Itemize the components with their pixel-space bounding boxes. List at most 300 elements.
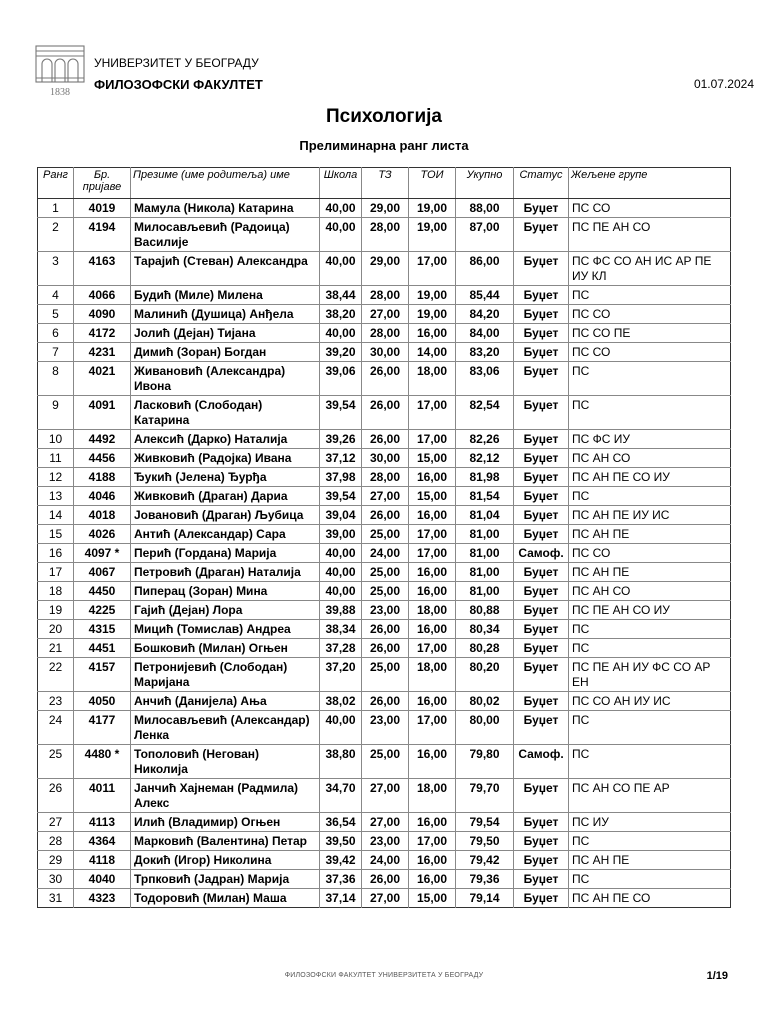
cell-application-number: 4451: [74, 639, 131, 658]
cell-status: Буџет: [514, 620, 569, 639]
cell-status: Буџет: [514, 324, 569, 343]
cell-school: 38,02: [320, 692, 362, 711]
cell-rank: 12: [38, 468, 74, 487]
table-row: [38, 639, 731, 658]
cell-status: Буџет: [514, 199, 569, 218]
cell-toi: 16,00: [409, 582, 456, 601]
cell-toi: 18,00: [409, 601, 456, 620]
cell-application-number: 4492: [74, 430, 131, 449]
cell-tz: 26,00: [362, 396, 409, 430]
cell-toi: 19,00: [409, 286, 456, 305]
cell-name: Јолић (Дејан) Тијана: [131, 324, 320, 343]
cell-status: Буџет: [514, 851, 569, 870]
cell-toi: 17,00: [409, 396, 456, 430]
cell-total: 80,02: [456, 692, 514, 711]
cell-application-number: 4157: [74, 658, 131, 692]
table-row: [38, 252, 731, 286]
cell-toi: 17,00: [409, 430, 456, 449]
cell-toi: 18,00: [409, 658, 456, 692]
cell-status: Буџет: [514, 430, 569, 449]
cell-rank: 24: [38, 711, 74, 745]
cell-tz: 29,00: [362, 252, 409, 286]
cell-total: 82,12: [456, 449, 514, 468]
cell-application-number: 4046: [74, 487, 131, 506]
cell-application-number: 4177: [74, 711, 131, 745]
cell-groups: ПС АН ПЕ СО: [569, 889, 731, 908]
cell-total: 79,50: [456, 832, 514, 851]
cell-name: Мицић (Томислав) Андреа: [131, 620, 320, 639]
cell-name: Гајић (Дејан) Лора: [131, 601, 320, 620]
cell-groups: ПС: [569, 362, 731, 396]
cell-groups: ПС ФС СО АН ИС АР ПЕ ИУ КЛ: [569, 252, 731, 286]
table-row: [38, 525, 731, 544]
table-row: [38, 430, 731, 449]
cell-status: Буџет: [514, 779, 569, 813]
cell-status: Буџет: [514, 506, 569, 525]
cell-total: 80,00: [456, 711, 514, 745]
cell-status: Буџет: [514, 343, 569, 362]
cell-groups: ПС АН СО: [569, 582, 731, 601]
table-row: [38, 343, 731, 362]
cell-tz: 29,00: [362, 199, 409, 218]
table-row: [38, 779, 731, 813]
cell-toi: 16,00: [409, 506, 456, 525]
cell-name: Ђукић (Јелена) Ђурђа: [131, 468, 320, 487]
cell-tz: 30,00: [362, 449, 409, 468]
cell-status: Буџет: [514, 832, 569, 851]
cell-status: Буџет: [514, 362, 569, 396]
cell-tz: 26,00: [362, 639, 409, 658]
cell-status: Буџет: [514, 870, 569, 889]
cell-groups: ПС: [569, 286, 731, 305]
cell-name: Илић (Владимир) Огњен: [131, 813, 320, 832]
cell-name: Живановић (Александра) Ивона: [131, 362, 320, 396]
cell-application-number: 4097 *: [74, 544, 131, 563]
table-row: [38, 620, 731, 639]
table-row: [38, 658, 731, 692]
col-header-application-line2: пријаве: [82, 181, 122, 193]
cell-school: 39,00: [320, 525, 362, 544]
cell-school: 37,20: [320, 658, 362, 692]
col-header-total: Укупно: [456, 168, 514, 199]
cell-school: 38,34: [320, 620, 362, 639]
cell-groups: ПС ФС ИУ: [569, 430, 731, 449]
cell-name: Тополовић (Негован) Николија: [131, 745, 320, 779]
cell-groups: ПС АН ПЕ СО ИУ: [569, 468, 731, 487]
cell-toi: 16,00: [409, 468, 456, 487]
cell-name: Антић (Александар) Сара: [131, 525, 320, 544]
cell-school: 37,12: [320, 449, 362, 468]
cell-toi: 18,00: [409, 362, 456, 396]
cell-toi: 17,00: [409, 525, 456, 544]
cell-toi: 17,00: [409, 544, 456, 563]
table-row: [38, 745, 731, 779]
cell-application-number: 4019: [74, 199, 131, 218]
cell-rank: 26: [38, 779, 74, 813]
cell-toi: 17,00: [409, 832, 456, 851]
cell-name: Марковић (Валентина) Петар: [131, 832, 320, 851]
table-row: [38, 813, 731, 832]
cell-application-number: 4315: [74, 620, 131, 639]
university-logo-icon: [34, 42, 86, 98]
cell-application-number: 4118: [74, 851, 131, 870]
cell-school: 40,00: [320, 563, 362, 582]
cell-status: Буџет: [514, 487, 569, 506]
footer-text: ФИЛОЗОФСКИ ФАКУЛТЕТ УНИВЕРЗИТЕТА У БЕОГРАДУ: [284, 972, 484, 979]
table-row: [38, 563, 731, 582]
table-row: [38, 582, 731, 601]
cell-total: 79,80: [456, 745, 514, 779]
cell-total: 81,54: [456, 487, 514, 506]
cell-groups: ПС АН ПЕ: [569, 563, 731, 582]
cell-name: Петронијевић (Слободан) Маријана: [131, 658, 320, 692]
col-header-rank: Ранг: [38, 168, 74, 199]
cell-toi: 18,00: [409, 779, 456, 813]
cell-groups: ПС ПЕ АН ИУ ФС СО АР ЕН: [569, 658, 731, 692]
cell-tz: 30,00: [362, 343, 409, 362]
cell-total: 83,06: [456, 362, 514, 396]
col-header-application: [74, 168, 131, 199]
col-header-school: Школа: [320, 168, 362, 199]
cell-name: Бошковић (Милан) Огњен: [131, 639, 320, 658]
cell-name: Тарајић (Стеван) Александра: [131, 252, 320, 286]
cell-tz: 27,00: [362, 305, 409, 324]
cell-application-number: 4225: [74, 601, 131, 620]
table-row: [38, 692, 731, 711]
cell-school: 37,98: [320, 468, 362, 487]
cell-toi: 16,00: [409, 813, 456, 832]
cell-status: Буџет: [514, 582, 569, 601]
cell-tz: 28,00: [362, 468, 409, 487]
table-row: [38, 506, 731, 525]
cell-rank: 27: [38, 813, 74, 832]
university-name: УНИВЕРЗИТЕТ У БЕОГРАДУ: [94, 56, 259, 70]
cell-school: 39,04: [320, 506, 362, 525]
ranking-table: [37, 167, 731, 908]
cell-status: Буџет: [514, 658, 569, 692]
faculty-name: ФИЛОЗОФСКИ ФАКУЛТЕТ: [94, 77, 263, 92]
cell-rank: 29: [38, 851, 74, 870]
col-header-name: Презиме (име родитеља) име: [131, 168, 320, 199]
cell-groups: ПС СО: [569, 199, 731, 218]
cell-name: Јанчић Хајнеман (Радмила) Алекс: [131, 779, 320, 813]
cell-rank: 17: [38, 563, 74, 582]
cell-school: 40,00: [320, 544, 362, 563]
cell-tz: 25,00: [362, 658, 409, 692]
cell-tz: 27,00: [362, 889, 409, 908]
col-header-application-line1: Бр.: [93, 169, 111, 181]
table-row: [38, 832, 731, 851]
cell-tz: 26,00: [362, 620, 409, 639]
cell-total: 79,70: [456, 779, 514, 813]
cell-total: 82,54: [456, 396, 514, 430]
cell-application-number: 4456: [74, 449, 131, 468]
cell-school: 40,00: [320, 252, 362, 286]
cell-name: Перић (Гордана) Марија: [131, 544, 320, 563]
cell-rank: 1: [52, 201, 59, 215]
cell-tz: 23,00: [362, 832, 409, 851]
cell-rank: 6: [38, 324, 74, 343]
cell-tz: 23,00: [362, 601, 409, 620]
cell-tz: 25,00: [362, 745, 409, 779]
cell-status: Буџет: [514, 449, 569, 468]
cell-name: Докић (Игор) Николина: [131, 851, 320, 870]
cell-school: 39,26: [320, 430, 362, 449]
cell-toi: 16,00: [409, 745, 456, 779]
cell-application-number: 4040: [74, 870, 131, 889]
cell-name: Будић (Миле) Милена: [131, 286, 320, 305]
cell-application-number: 4194: [74, 218, 131, 252]
table-row: [38, 218, 731, 252]
col-header-groups: Жељене групе: [569, 168, 731, 199]
cell-rank: 20: [38, 620, 74, 639]
cell-tz: 24,00: [362, 544, 409, 563]
cell-tz: 27,00: [362, 779, 409, 813]
cell-groups: ПС СО: [569, 544, 731, 563]
cell-total: 88,00: [456, 199, 514, 218]
table-row: [38, 870, 731, 889]
cell-rank: 14: [38, 506, 74, 525]
cell-tz: 26,00: [362, 870, 409, 889]
cell-groups: ПС СО: [569, 305, 731, 324]
cell-school: 39,54: [320, 396, 362, 430]
cell-rank: 31: [38, 889, 74, 908]
cell-groups: ПС: [569, 711, 731, 745]
cell-groups: ПС АН ПЕ: [569, 525, 731, 544]
cell-rank: 11: [38, 449, 74, 468]
cell-rank: 2: [38, 218, 74, 252]
cell-tz: 28,00: [362, 324, 409, 343]
cell-rank: 18: [38, 582, 74, 601]
cell-groups: ПС СО: [569, 343, 731, 362]
cell-rank: 16: [38, 544, 74, 563]
cell-application-number: 4021: [74, 362, 131, 396]
cell-application-number: 4172: [74, 324, 131, 343]
col-header-tz: ТЗ: [362, 168, 409, 199]
cell-rank: 19: [38, 601, 74, 620]
cell-total: 80,28: [456, 639, 514, 658]
cell-toi: 19,00: [409, 218, 456, 252]
cell-school: 40,00: [320, 582, 362, 601]
cell-status: Буџет: [514, 601, 569, 620]
table-row: [38, 362, 731, 396]
cell-tz: 27,00: [362, 813, 409, 832]
cell-school: 37,36: [320, 870, 362, 889]
cell-name: Алексић (Дарко) Наталија: [131, 430, 320, 449]
cell-name: Петровић (Драган) Наталија: [131, 563, 320, 582]
cell-school: 39,88: [320, 601, 362, 620]
cell-rank: 21: [38, 639, 74, 658]
cell-school: 40,00: [320, 711, 362, 745]
cell-rank: 15: [38, 525, 74, 544]
cell-application-number: 4188: [74, 468, 131, 487]
cell-toi: 15,00: [409, 449, 456, 468]
cell-school: 39,42: [320, 851, 362, 870]
cell-total: 81,00: [456, 525, 514, 544]
table-row: [38, 487, 731, 506]
cell-application-number: 4011: [74, 779, 131, 813]
cell-school: 40,00: [320, 199, 362, 218]
cell-rank: 13: [38, 487, 74, 506]
table-row: [38, 544, 731, 563]
cell-tz: 26,00: [362, 506, 409, 525]
cell-total: 83,20: [456, 343, 514, 362]
cell-tz: 27,00: [362, 487, 409, 506]
cell-status: Буџет: [514, 889, 569, 908]
cell-total: 85,44: [456, 286, 514, 305]
cell-toi: 16,00: [409, 563, 456, 582]
cell-total: 87,00: [456, 218, 514, 252]
cell-name: Јовановић (Драган) Љубица: [131, 506, 320, 525]
cell-total: 81,00: [456, 563, 514, 582]
cell-name: Пиперац (Зоран) Мина: [131, 582, 320, 601]
cell-groups: ПС СО АН ИУ ИС: [569, 692, 731, 711]
page-subtitle: Прелиминарна ранг листа: [299, 138, 469, 153]
cell-school: 39,06: [320, 362, 362, 396]
cell-total: 81,00: [456, 544, 514, 563]
cell-total: 81,00: [456, 582, 514, 601]
table-row: [38, 305, 731, 324]
cell-total: 80,88: [456, 601, 514, 620]
page-title: Психологија: [326, 106, 442, 127]
cell-school: 38,44: [320, 286, 362, 305]
cell-application-number: 4323: [74, 889, 131, 908]
cell-toi: 19,00: [409, 199, 456, 218]
table-row: [38, 324, 731, 343]
table-row: [38, 449, 731, 468]
cell-total: 86,00: [456, 252, 514, 286]
cell-rank: 7: [38, 343, 74, 362]
cell-application-number: 4091: [74, 396, 131, 430]
cell-school: 36,54: [320, 813, 362, 832]
document-date: 01.07.2024: [693, 77, 754, 91]
table-row: [38, 286, 731, 305]
cell-groups: ПС: [569, 870, 731, 889]
cell-school: 38,20: [320, 305, 362, 324]
table-row: [38, 889, 731, 908]
cell-tz: 28,00: [362, 218, 409, 252]
cell-groups: ПС: [569, 620, 731, 639]
cell-application-number: 4026: [74, 525, 131, 544]
cell-name: Трпковић (Јадран) Марија: [131, 870, 320, 889]
cell-total: 80,20: [456, 658, 514, 692]
cell-school: 39,20: [320, 343, 362, 362]
cell-groups: ПС АН СО ПЕ АР: [569, 779, 731, 813]
cell-groups: ПС: [569, 832, 731, 851]
cell-groups: ПС ПЕ АН СО ИУ: [569, 601, 731, 620]
cell-groups: ПС СО ПЕ: [569, 324, 731, 343]
cell-status: Буџет: [514, 639, 569, 658]
cell-rank: 23: [38, 692, 74, 711]
cell-name: Милосављевић (Радоица) Василије: [131, 218, 320, 252]
cell-status: Буџет: [514, 305, 569, 324]
col-header-status: Статус: [514, 168, 569, 199]
cell-tz: 28,00: [362, 286, 409, 305]
cell-school: 39,50: [320, 832, 362, 851]
cell-groups: ПС: [569, 745, 731, 779]
logo-year: 1838: [50, 87, 70, 98]
cell-application-number: 4480 *: [74, 745, 131, 779]
cell-total: 80,34: [456, 620, 514, 639]
cell-status: Буџет: [514, 468, 569, 487]
cell-status: Самоф.: [514, 544, 569, 563]
cell-toi: 19,00: [409, 305, 456, 324]
cell-total: 79,42: [456, 851, 514, 870]
cell-application-number: 4163: [74, 252, 131, 286]
table-row: [38, 851, 731, 870]
cell-tz: 23,00: [362, 711, 409, 745]
table-row: [38, 711, 731, 745]
cell-tz: 24,00: [362, 851, 409, 870]
table-row: [38, 396, 731, 430]
cell-rank: 9: [38, 396, 74, 430]
cell-status: Буџет: [514, 252, 569, 286]
cell-tz: 26,00: [362, 362, 409, 396]
cell-rank: 28: [38, 832, 74, 851]
cell-application-number: 4364: [74, 832, 131, 851]
cell-groups: ПС: [569, 487, 731, 506]
cell-toi: 16,00: [409, 870, 456, 889]
cell-rank: 8: [38, 362, 74, 396]
cell-tz: 25,00: [362, 563, 409, 582]
cell-groups: ПС ИУ: [569, 813, 731, 832]
cell-rank: 3: [38, 252, 74, 286]
cell-toi: 16,00: [409, 324, 456, 343]
cell-status: Буџет: [514, 711, 569, 745]
cell-status: Буџет: [514, 218, 569, 252]
table-header-row: [38, 168, 731, 199]
cell-name: Ласковић (Слободан) Катарина: [131, 396, 320, 430]
table-row: [38, 601, 731, 620]
cell-groups: ПС АН ПЕ ИУ ИС: [569, 506, 731, 525]
page-number: 1/19: [706, 970, 728, 982]
cell-toi: 17,00: [409, 639, 456, 658]
cell-application-number: 4066: [74, 286, 131, 305]
cell-total: 84,20: [456, 305, 514, 324]
cell-tz: 26,00: [362, 692, 409, 711]
cell-status: Буџет: [514, 525, 569, 544]
cell-application-number: 4090: [74, 305, 131, 324]
cell-rank: 22: [38, 658, 74, 692]
cell-status: Буџет: [514, 286, 569, 305]
cell-application-number: 4231: [74, 343, 131, 362]
cell-total: 79,36: [456, 870, 514, 889]
cell-total: 82,26: [456, 430, 514, 449]
cell-total: 79,54: [456, 813, 514, 832]
cell-toi: 16,00: [409, 851, 456, 870]
cell-toi: 17,00: [409, 711, 456, 745]
col-header-toi: ТОИ: [409, 168, 456, 199]
cell-rank: 5: [38, 305, 74, 324]
cell-name: Малинић (Душица) Анђела: [131, 305, 320, 324]
cell-rank: 4: [38, 286, 74, 305]
cell-total: 81,04: [456, 506, 514, 525]
cell-name: Милосављевић (Александар) Ленка: [131, 711, 320, 745]
cell-application-number: 4018: [74, 506, 131, 525]
cell-name: Живковић (Драган) Дариа: [131, 487, 320, 506]
cell-rank: 30: [38, 870, 74, 889]
cell-school: 34,70: [320, 779, 362, 813]
cell-name: Тодоровић (Милан) Маша: [131, 889, 320, 908]
cell-status: Буџет: [514, 813, 569, 832]
cell-tz: 26,00: [362, 430, 409, 449]
cell-rank: 10: [38, 430, 74, 449]
cell-name: Живковић (Радојка) Ивана: [131, 449, 320, 468]
cell-application-number: 4450: [74, 582, 131, 601]
cell-total: 79,14: [456, 889, 514, 908]
cell-school: 37,28: [320, 639, 362, 658]
cell-tz: 25,00: [362, 582, 409, 601]
